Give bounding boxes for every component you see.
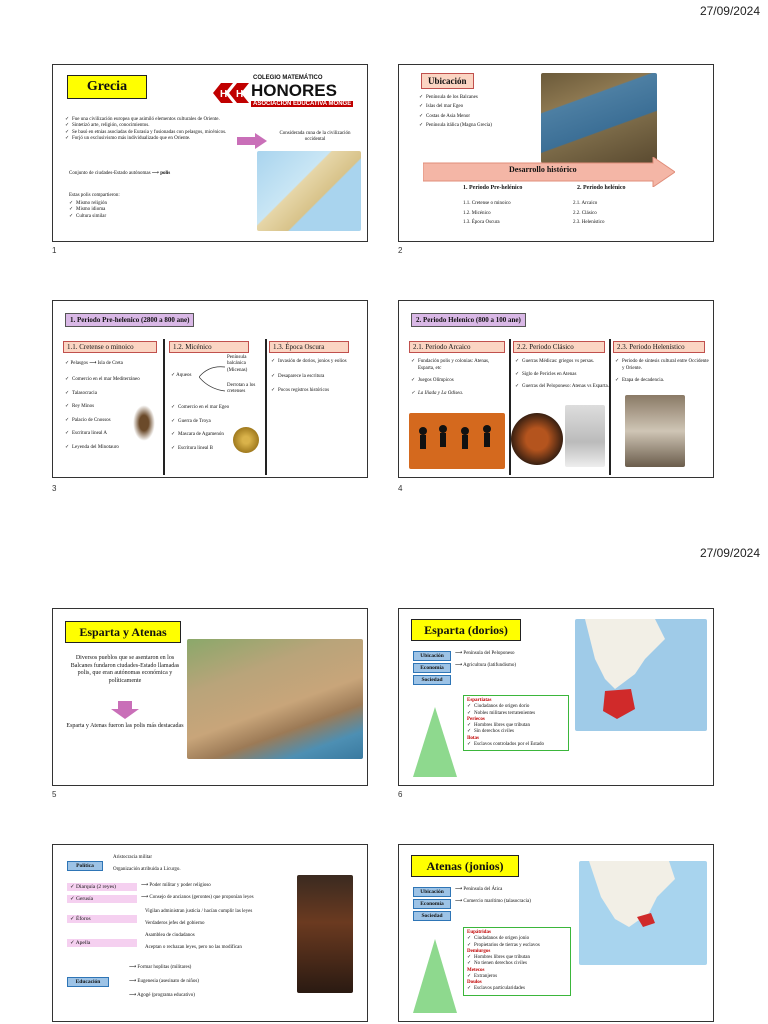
arrow-right-icon xyxy=(237,133,267,149)
spartan-warrior-image xyxy=(297,875,353,993)
society-box: Espartiatas ✓ Ciudadanos de origen dorio ✓ Nobles militares terratenientes Periecos ✓ Hombres libres que tributan ✓ Sin derechos civiles Ilotas ✓ Esclavos controlados por el Estado xyxy=(463,695,569,751)
map-esparta-image xyxy=(575,619,707,731)
micenico-list: ✓ Comercio en el mar Egeo ✓ Guerra de Troya ✓ Mascara de Agamenón ✓ Escritura lineal B xyxy=(171,405,229,452)
slide-title: Esparta (dorios) xyxy=(411,619,521,641)
city-illustration-image xyxy=(187,639,363,759)
slide-3[interactable]: 1. Periodo Pre-helenico (2800 a 800 ane) 1.1. Cretense o minoico ✓ Pelasgos ⟶ Isla de Creta ✓ Comercio en el mar Mediterráneo ✓ Talasocracia ✓ Rey Minos ✓ Palacio de Cnossos ✓ Escritura lineal A ✓ Leyenda del Minotauro 1.2. Micénico ✓ Aqueos Península balcánica (Micenas) Derrotan a los cretenses ✓ Comercio en el mar Egeo ✓ Guerra de Troya ✓ Mascara de Agamenón ✓ Escritura lineal B 1.3. Época Oscura ✓ Invasión de dorios, jonios y eolios ✓ Desaparece la escritura ✓ Pocos registros históricos xyxy=(52,300,368,478)
gold-mask-image xyxy=(233,427,259,453)
header-date: 27/09/2024 xyxy=(699,4,760,18)
oscura-list: ✓ Invasión de dorios, jonios y eolios ✓ Desaparece la escritura ✓ Pocos registros históricos xyxy=(271,359,363,395)
laocoon-statue-image xyxy=(625,395,685,467)
slide-4[interactable]: 2. Periodo Helenico (800 a 100 ane) 2.1. Periodo Arcaico ✓ Fundación polis y colonias: Atenas, Esparta, etc ✓ Juegos Olímpicos ✓ La Iliada y La Odisea. 2.2. Periodo Clásico ✓ Guerras Médicas: griegos vs persas. ✓ Siglo de Pericles en Atenas ✓ Guerras del Peloponeso: Atenas vs Esparta. 2.3. Periodo Helenístico ✓ Periodo de síntesis cultural entre Occidente y Oriente. ✓ Etapa de decadencia. xyxy=(398,300,714,478)
arrow-down-icon xyxy=(111,701,139,719)
pre-helenic-list: 1.1. Cretense o minoico 1.2. Micénico 1.3. Época Oscura xyxy=(463,201,511,225)
map-atenas-image xyxy=(579,861,707,965)
slide-title: Atenas (jonios) xyxy=(411,855,519,877)
minoan-figure-image xyxy=(133,405,155,441)
bullet-list: ✓ Fue una civilización europea que asimiló elementos culturales de Oriente. ✓ Sintetizó arte, religión, conocimientos. ✓ Se basó en etnias asociadas de Eurasia y fusionadas con pelasgos, micénicos. ✓ Forjó un exclusivismo más individualizado que en Oriente. xyxy=(65,117,235,142)
social-pyramid xyxy=(413,707,457,777)
branch-icon xyxy=(199,363,225,395)
social-pyramid xyxy=(413,939,457,1013)
slide-6[interactable]: Esparta (dorios) Ubicación Economía Sociedad ⟶ Península del Peloponeso ⟶ Agricultura (latifundismo) Espartiatas ✓ Ciudadanos de origen dorio ✓ Nobles militares terratenientes Periecos ✓ Hombres libres que tributan ✓ Sin derechos civiles Ilotas ✓ Esclavos controlados por el Estado xyxy=(398,608,714,786)
slide-7[interactable]: Política Aristocracia militar Organización atribuida a Licurgo. ✓ Diarquía (2 reyes) ⟶ Poder militar y poder religioso ✓ Gerusía ⟶ Consejo de ancianos (gerontes) que proponían leyes ✓ Éforos Vigilan administran justicia / hacían cumplir las leyes Verdaderos jefes del gobierno ✓ Apella Asamblea de ciudadanos Aceptan o rechazan leyes, pero no las modifican Educación ⟶ Formar hoplitas (militares) ⟶ Eugenesia (asesinato de niños) ⟶ Agogé (programa educativo) xyxy=(52,844,368,1022)
slide-title: Grecia xyxy=(67,75,147,99)
svg-text:H: H xyxy=(236,89,244,100)
map-greece-image xyxy=(257,151,361,231)
header-date: 27/09/2024 xyxy=(699,546,760,560)
logo: H H COLEGIO MATEMÁTICO HONORES ASOCIACIÓN EDUCATIVA MONGE xyxy=(211,73,361,111)
slide-2[interactable]: Ubicación ✓ Península de los Balcanes ✓ Islas del mar Egeo ✓ Costas de Asia Menor ✓ Península itálica (Magna Grecia) Desarrollo histórico 1. Periodo Pre-helénico 1.1. Cretense o minoico 1.2. Micénico 1.3. Época Oscura 2. Periodo helénico 2.1. Arcaico 2.2. Clásico 2.3. Helenístico xyxy=(398,64,714,242)
slide-1[interactable]: Grecia H H COLEGIO MATEMÁTICO HONORES ASOCIACIÓN EDUCATIVA MONGE ✓ Fue una civilización europea que asimiló elementos culturales de Oriente. ✓ Sintetizó arte, religión, conocimientos. ✓ Se basó en etnias asociadas de Eurasia y fusionadas con pelasgos, micénicos. ✓ Forjó un exclusivismo más individualizado que en Oriente. Considerada cuna de la civilización occidental Conjunto de ciudades-Estado autónomas ⟶ polis Estas polis compartieron: ✓ Mismo religión ✓ Mismo idioma ✓ Cultura similar xyxy=(52,64,368,242)
helenic-list: 2.1. Arcaico 2.2. Clásico 2.3. Helenístico xyxy=(573,201,605,225)
clasico-list: ✓ Guerras Médicas: griegos vs persas. ✓ Siglo de Pericles en Atenas ✓ Guerras del Peloponeso: Atenas vs Esparta. xyxy=(515,359,609,391)
slide-5[interactable]: Esparta y Atenas Diversos pueblos que se asentaron en los Balcanes fundaron ciudades-Estado llamadas polis, que eran autónomas económica y políticamente Esparta y Atenas fueron las polis más destacadas xyxy=(52,608,368,786)
helenistico-list: ✓ Periodo de síntesis cultural entre Occidente y Oriente. ✓ Etapa de decadencia. xyxy=(615,359,709,385)
arcaico-list: ✓ Fundación polis y colonias: Atenas, Esparta, etc ✓ Juegos Olímpicos ✓ La Iliada y La Odisea. xyxy=(411,359,505,397)
minoico-list: ✓ Comercio en el mar Mediterráneo ✓ Talasocracia ✓ Rey Minos ✓ Palacio de Cnossos ✓ Escritura lineal A ✓ Leyenda del Minotauro xyxy=(65,377,155,451)
logo-mark-icon xyxy=(211,81,253,105)
location-list: ✓ Península de los Balcanes ✓ Islas del mar Egeo ✓ Costas de Asia Menor ✓ Península itálica (Magna Grecia) xyxy=(419,95,492,129)
shared-list: ✓ Mismo religión ✓ Mismo idioma ✓ Cultura similar xyxy=(69,201,107,220)
warrior-plate-image xyxy=(511,413,563,465)
pericles-bust-image xyxy=(565,405,605,467)
slide-8[interactable]: Atenas (jonios) Ubicación Economía Sociedad ⟶ Península del Ática ⟶ Comercio marítimo (talasocracia) Eupátridas ✓ Ciudadanos de origen jonio ✓ Propietarios de tierras y esclavos Demiurgos ✓ Hombres libres que tributan ✓ No tienen derechos civiles Metecos ✓ Extranjeros Doulos ✓ Esclavos particularidades xyxy=(398,844,714,1022)
svg-text:H: H xyxy=(220,89,228,100)
conjunto-text: Conjunto de ciudades-Estado autónomas ⟶ polis xyxy=(69,171,171,176)
map-mediterranean-image xyxy=(541,73,657,163)
slide-title: Esparta y Atenas xyxy=(65,621,181,643)
runners-vase-image xyxy=(409,413,505,469)
society-box: Eupátridas ✓ Ciudadanos de origen jonio ✓ Propietarios de tierras y esclavos Demiurgos ✓ Hombres libres que tributan ✓ No tienen derechos civiles Metecos ✓ Extranjeros Doulos ✓ Esclavos particularidades xyxy=(463,927,571,996)
